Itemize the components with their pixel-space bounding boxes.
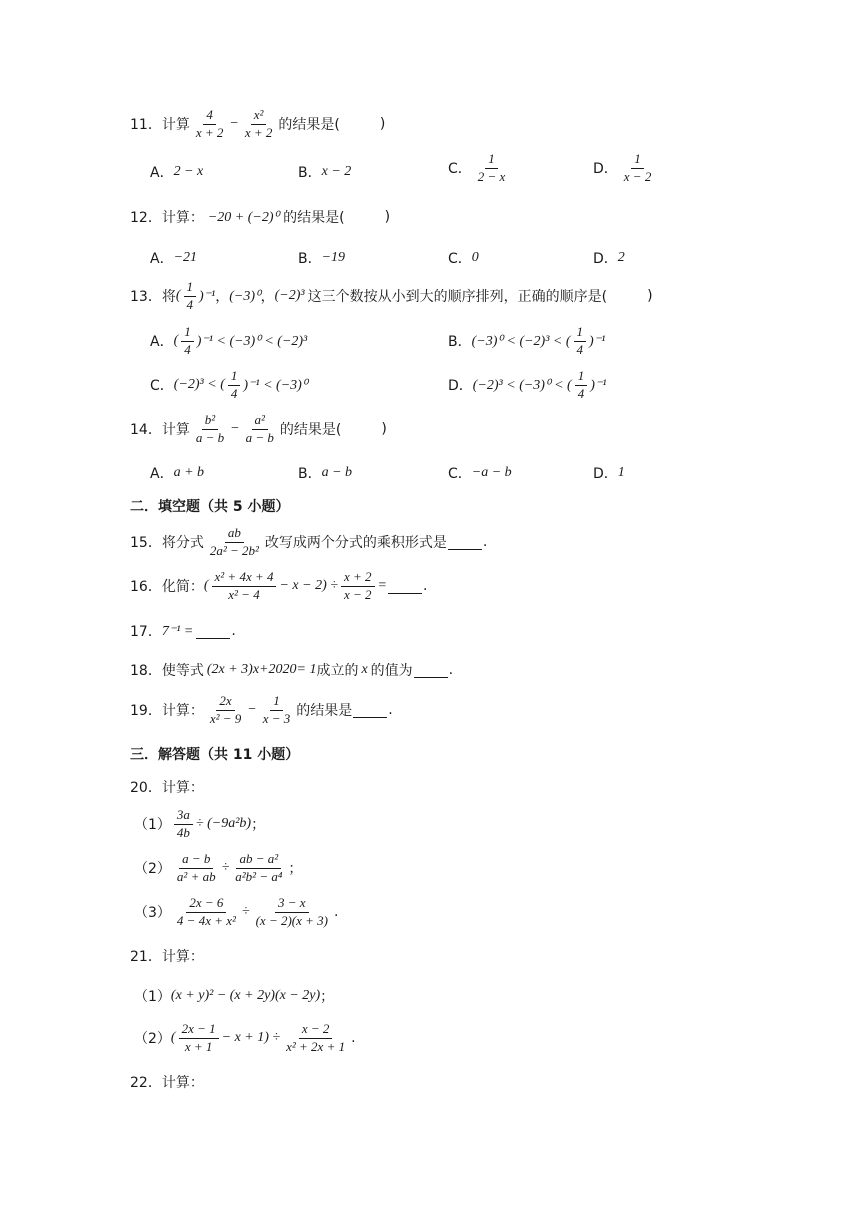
question-11 [130,108,385,141]
subquestion-20-2 [134,852,302,885]
option-d[interactable] [593,463,625,483]
subquestion-20-3 [134,896,338,929]
fraction [475,152,509,185]
option-text: −a − b [471,465,512,480]
denominator: x² − 4 [228,586,260,602]
fraction [179,1022,219,1055]
option-b[interactable] [298,162,351,182]
question-text: 改写成两个分式的乘积形式是 [264,535,447,552]
option-text: x − 2 [321,164,352,179]
numerator: x − 2 [299,1022,333,1039]
option-a[interactable] [150,463,204,483]
numerator: 2x [216,694,234,711]
option-text: )⁻¹ [590,377,607,393]
fraction [174,808,193,841]
expression: (x + y)² − (x + 2y)(x − 2y) [170,988,321,1003]
paren: ( [170,1030,176,1046]
option-label: B． [298,466,322,482]
fraction [181,325,194,358]
fraction [574,325,587,358]
denominator: x − 2 [343,586,372,602]
answer-blank[interactable] [448,535,482,550]
fraction [575,369,588,402]
numerator: ab − a² [236,852,281,869]
option-label: C． [448,466,472,482]
option-b[interactable] [298,248,345,268]
option-a[interactable] [150,325,307,358]
question-text: 的结果是 [296,703,353,720]
expression: −20 + (−2)⁰ [207,209,280,225]
numerator: 3a [174,808,193,825]
question-number: 21．计算： [130,949,204,965]
question-number: 14．计算 [130,422,190,439]
question-number: 12．计算： [130,210,204,226]
option-label: B． [298,165,322,181]
question-19 [130,694,393,727]
question-text: 的结果是( [278,117,340,134]
term: (−3)⁰ [229,288,261,304]
subquestion-21-2 [134,1022,356,1055]
question-17 [130,621,236,641]
option-text: )⁻¹ < (−3)⁰ [243,377,308,393]
fraction [253,896,331,929]
question-15 [130,526,487,559]
variable: x [361,662,368,677]
question-number: 15．将分式 [130,535,204,552]
denominator: x + 1 [184,1038,213,1054]
question-number: 13．将 [130,289,176,306]
option-text: a + b [173,465,205,480]
option-a[interactable] [150,162,203,182]
question-13 [130,280,653,313]
denominator: x − 3 [262,710,291,726]
operator: ÷ [241,904,250,920]
denominator: x + 2 [244,124,273,140]
denominator: a − b [245,429,274,445]
numerator: 1 [485,152,498,169]
punctuation: ； [320,989,335,1005]
option-text: ( [173,333,179,349]
option-label: C． [448,161,472,178]
answer-blank[interactable] [414,663,448,678]
option-label: D． [593,251,618,267]
denominator: a²b² − a⁴ [235,868,283,884]
denominator: a − b [195,429,225,445]
question-22 [130,1072,204,1092]
question-text: 的结果是( [279,422,342,439]
option-label: D． [593,466,618,482]
option-label: B． [298,251,322,267]
option-text: (−2)³ < (−3)⁰ < ( [472,377,572,393]
option-text: 1 [617,465,625,480]
question-21 [130,946,204,966]
option-text: a − b [321,465,353,480]
question-number: 22．计算： [130,1075,204,1091]
paren-close: ) [647,288,653,305]
numerator: a − b [179,852,213,869]
denominator: a² + ab [176,868,216,884]
denominator: x² + 2x + 1 [286,1038,346,1054]
fraction [184,280,197,313]
numerator: 2x − 6 [186,896,226,913]
numerator: 1 [574,325,587,342]
fraction [207,526,262,559]
answer-blank[interactable] [196,624,230,639]
question-text: 的值为 [370,663,413,679]
denominator: 2 − x [477,168,506,184]
fraction [341,570,375,603]
option-d[interactable] [593,152,657,185]
expression: ÷ (−9a²b) [195,816,252,832]
question-text: 这三个数按从小到大的顺序排列，正确的顺序是( [307,289,608,306]
option-label: A． [150,251,174,267]
denominator: 4 [184,341,191,357]
fraction [193,108,227,141]
option-label: D． [448,378,473,395]
fraction [228,369,241,402]
subquestion-20-1 [134,808,265,841]
operator: − [247,702,257,718]
fraction [232,852,285,885]
option-text: )⁻¹ < (−3)⁰ < (−2)³ [196,333,308,349]
numerator: b² [202,413,218,430]
separator: ， [260,289,275,306]
numerator: 1 [184,280,197,297]
numerator: 1 [181,325,194,342]
question-number: 20．计算： [130,780,204,796]
expression: − x + 1) ÷ [221,1030,281,1046]
question-14 [130,413,387,446]
numerator: x² + 4x + 4 [212,570,277,587]
expression: 7⁻¹ = [161,623,194,639]
question-16 [130,570,427,603]
denominator: 2a² − 2b² [209,542,259,558]
option-b[interactable] [298,463,352,483]
numerator: 4 [203,108,216,125]
punctuation: . [334,904,339,921]
exponent: x+2020 [252,662,297,677]
period: . [448,662,454,678]
question-text: 成立的 [316,663,359,679]
section-heading: 三．解答题（共 11 小题） [130,747,300,763]
denominator: x − 2 [623,168,652,184]
question-number: 16．化简： [130,579,204,596]
period: . [231,623,236,639]
fraction [283,1022,348,1055]
term: (−2)³ [274,288,305,304]
numerator: a² [252,413,268,430]
option-text: −19 [321,250,346,265]
fraction [243,413,277,446]
expression: − x − 2) ÷ [279,578,338,594]
sub-label: （2） [134,1031,171,1048]
separator: ， [215,289,230,306]
option-text: 2 − x [173,164,204,179]
denominator: x² − 9 [209,710,242,726]
expression: (2x + 3) [206,662,253,677]
option-label: A． [150,165,174,181]
option-text: 2 [617,250,625,265]
question-number: 17． [130,624,162,640]
section-heading: 二．填空题（共 5 小题） [130,499,290,515]
paren-close: ) [379,116,386,133]
question-12 [130,207,390,227]
question-number: 11．计算 [130,117,190,134]
punctuation: . [351,1030,356,1047]
numerator: 1 [270,694,283,711]
fraction [212,570,277,603]
exponent: )⁻¹ [199,288,216,304]
option-label: A． [150,466,174,482]
fraction [174,852,219,885]
option-c[interactable] [448,248,479,268]
sub-label: （3） [134,905,171,922]
option-b[interactable] [448,325,605,358]
expression: = 1 [296,662,317,677]
option-c[interactable] [448,463,512,483]
question-number: 18．使等式 [130,663,204,679]
paren-close: ) [384,209,391,225]
paren-close: ) [381,421,387,438]
fraction [193,413,227,446]
option-c[interactable] [150,369,307,402]
option-text: 0 [471,250,479,265]
period: . [422,578,428,595]
denominator: 4 [230,385,238,401]
denominator: x + 2 [195,124,224,140]
sub-label: （1） [134,817,171,834]
question-text: 的结果是( [283,210,345,226]
option-c[interactable] [448,152,511,185]
option-label: B． [448,334,472,351]
option-label: C． [150,378,174,395]
operator: − [229,116,239,132]
fraction [260,694,294,727]
fraction [207,694,244,727]
option-label: D． [593,161,618,178]
numerator: x + 2 [341,570,375,587]
denominator: (x − 2)(x + 3) [255,912,328,928]
sub-label: （1） [134,989,171,1005]
option-a[interactable] [150,248,197,268]
numerator: 2x − 1 [179,1022,219,1039]
option-label: C． [448,251,472,267]
numerator: ab [225,526,244,543]
paren: ( [203,578,209,594]
option-text: )⁻¹ [589,333,606,349]
option-label: A． [150,334,174,351]
operator: − [230,421,240,437]
option-text: (−2)³ < ( [173,377,225,393]
subquestion-21-1 [134,986,334,1006]
denominator: 4 − 4x + x² [176,912,236,928]
denominator: 4 [577,385,585,401]
answer-blank[interactable] [388,579,422,594]
question-number: 19．计算： [130,703,204,720]
numerator: 1 [228,369,241,386]
period: . [482,534,488,551]
denominator: 4 [186,296,193,312]
answer-blank[interactable] [353,703,387,718]
question-20 [130,777,204,797]
fraction [174,896,239,929]
question-18 [130,660,453,680]
punctuation: ； [288,861,303,878]
sub-label: （2） [134,861,171,878]
punctuation: ； [251,817,266,834]
paren: ( [175,288,181,304]
operator: = [377,578,387,594]
option-d[interactable] [593,248,625,268]
denominator: 4b [176,824,190,840]
numerator: 1 [575,369,588,386]
numerator: 3 − x [275,896,309,913]
option-text: −21 [173,250,198,265]
option-d[interactable] [448,369,606,402]
numerator: x² [251,108,267,125]
option-text: (−3)⁰ < (−2)³ < ( [471,333,571,349]
denominator: 4 [576,341,584,357]
operator: ÷ [221,860,230,876]
period: . [388,702,393,719]
fraction [242,108,276,141]
fraction [621,152,655,185]
numerator: 1 [631,152,644,169]
